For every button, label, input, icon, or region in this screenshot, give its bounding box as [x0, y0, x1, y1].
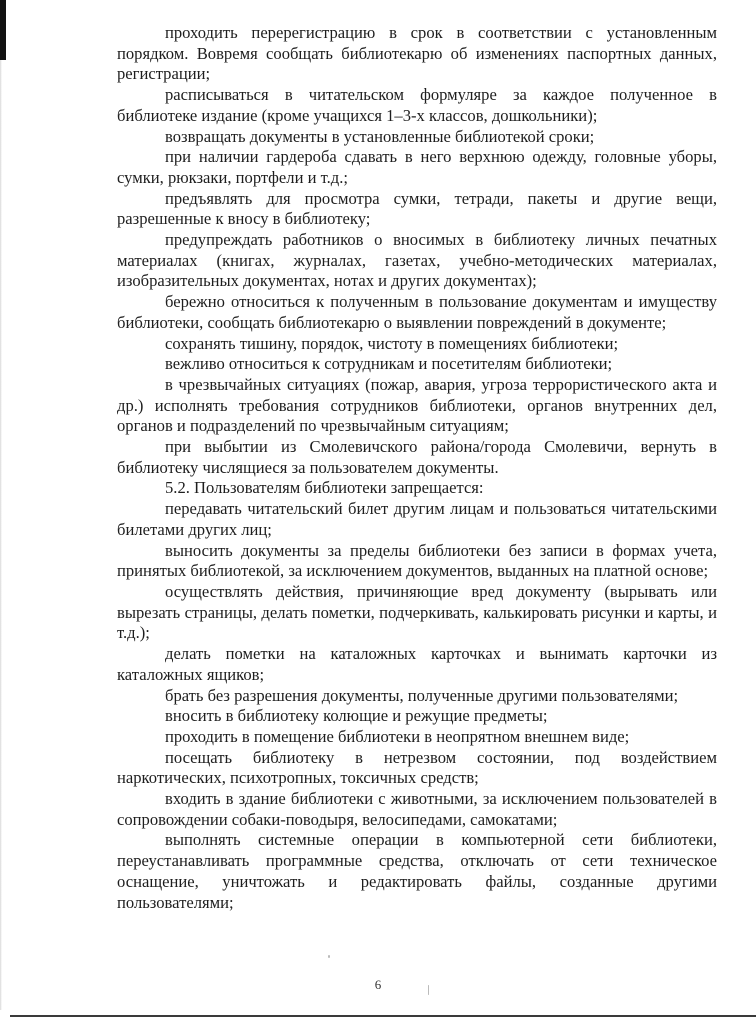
page-bottom-edge [10, 1015, 756, 1017]
paragraph-present-bags: предъявлять для просмотра сумки, тетради, пакеты и другие вещи, разрешенные к вносу в библиотеку; [117, 188, 717, 229]
paragraph-sharp-objects: вносить в библиотеку колющие и режущие предметы; [165, 706, 548, 726]
paragraph-take-others-docs: брать без разрешения документы, полученные другими пользователями; [165, 685, 679, 705]
document-body [117, 23, 717, 913]
paragraph-return-docs: возвращать документы в установленные библиотекой сроки; [165, 126, 595, 146]
paragraph-leaving-region: при выбытии из Смолевичского района/города Смолевичи, вернуть в библиотеку числящиеся за пользователем документы. [117, 437, 717, 477]
paragraph-cloakroom: при наличии гардероба сдавать в него верхнюю одежду, головные уборы, сумки, рюкзаки, портфели и т.д.; [117, 147, 717, 187]
scan-edge-shadow [0, 0, 6, 60]
paragraph-careful-handling: бережно относиться к полученным в пользование документам и имуществу библиотеки, сообщать библиотекарю о выявлении повреждений в документе; [117, 292, 717, 332]
paragraph-warn-materials: предупреждать работников о вносимых в библиотеку личных печатных материалах (книгах, журналах, газетах, учебно-методических материалах, изобразительных документах, нотах и других документах); [117, 230, 717, 291]
paragraph-intoxicated: посещать библиотеку в нетрезвом состоянии, под воздействием наркотических, психотропных, токсичных средств; [117, 747, 717, 788]
paragraph-damage-docs: осуществлять действия, причиняющие вред документу (вырывать или вырезать страницы, делать пометки, подчеркивать, калькировать рисунки и карты, и т.д.); [117, 581, 717, 643]
paragraph-remove-docs: выносить документы за пределы библиотеки без записи в формах учета, принятых библиотекой, за исключением документов, выданных на платной основе; [117, 540, 717, 581]
paragraph-politeness: вежливо относиться к сотрудникам и посетителям библиотеки; [165, 354, 613, 374]
paragraph-transfer-card: передавать читательский билет другим лицам и пользоваться читательскими билетами других лиц; [117, 499, 717, 539]
paragraph-emergencies: в чрезвычайных ситуациях (пожар, авария, угроза террористического акта и др.) исполнять требования сотрудников библиотеки, органов внутренних дел, органов и подразделений по чрезвычайным ситуациям; [117, 374, 717, 436]
paragraph-animals: входить в здание библиотеки с животными, за исключением пользователей в сопровождении собаки-поводыря, велосипедами, самокатами; [117, 789, 717, 829]
paragraph-untidy-appearance: проходить в помещение библиотеки в неопрятном внешнем виде; [165, 726, 630, 746]
scan-edge-gradient [0, 60, 2, 1010]
paragraph-sign-form: расписываться в читательском формуляре за каждое полученное в библиотеке издание (кроме учащихся 1–3-х классов, дошкольники); [117, 85, 717, 125]
section-heading-5-2: 5.2. Пользователям библиотеки запрещается: [165, 478, 484, 498]
paragraph-system-operations: выполнять системные операции в компьютерной сети библиотеки, переустанавливать программные средства, отключать от сети техническое оснащение, уничтожать и редактировать файлы, созданные другими пользователями; [117, 830, 717, 912]
page-number: 6 [374, 977, 382, 992]
paragraph-catalog-cards: делать пометки на каталожных карточках и вынимать карточки из каталожных ящиков; [117, 644, 717, 684]
paragraph-silence: сохранять тишину, порядок, чистоту в помещениях библиотеки; [165, 333, 619, 353]
scan-speck [328, 955, 330, 958]
paragraph-reregistration: проходить перерегистрацию в срок в соответствии с установленным порядком. Вовремя сообщать библиотекарю об изменениях паспортных данных, регистрации; [117, 23, 717, 84]
